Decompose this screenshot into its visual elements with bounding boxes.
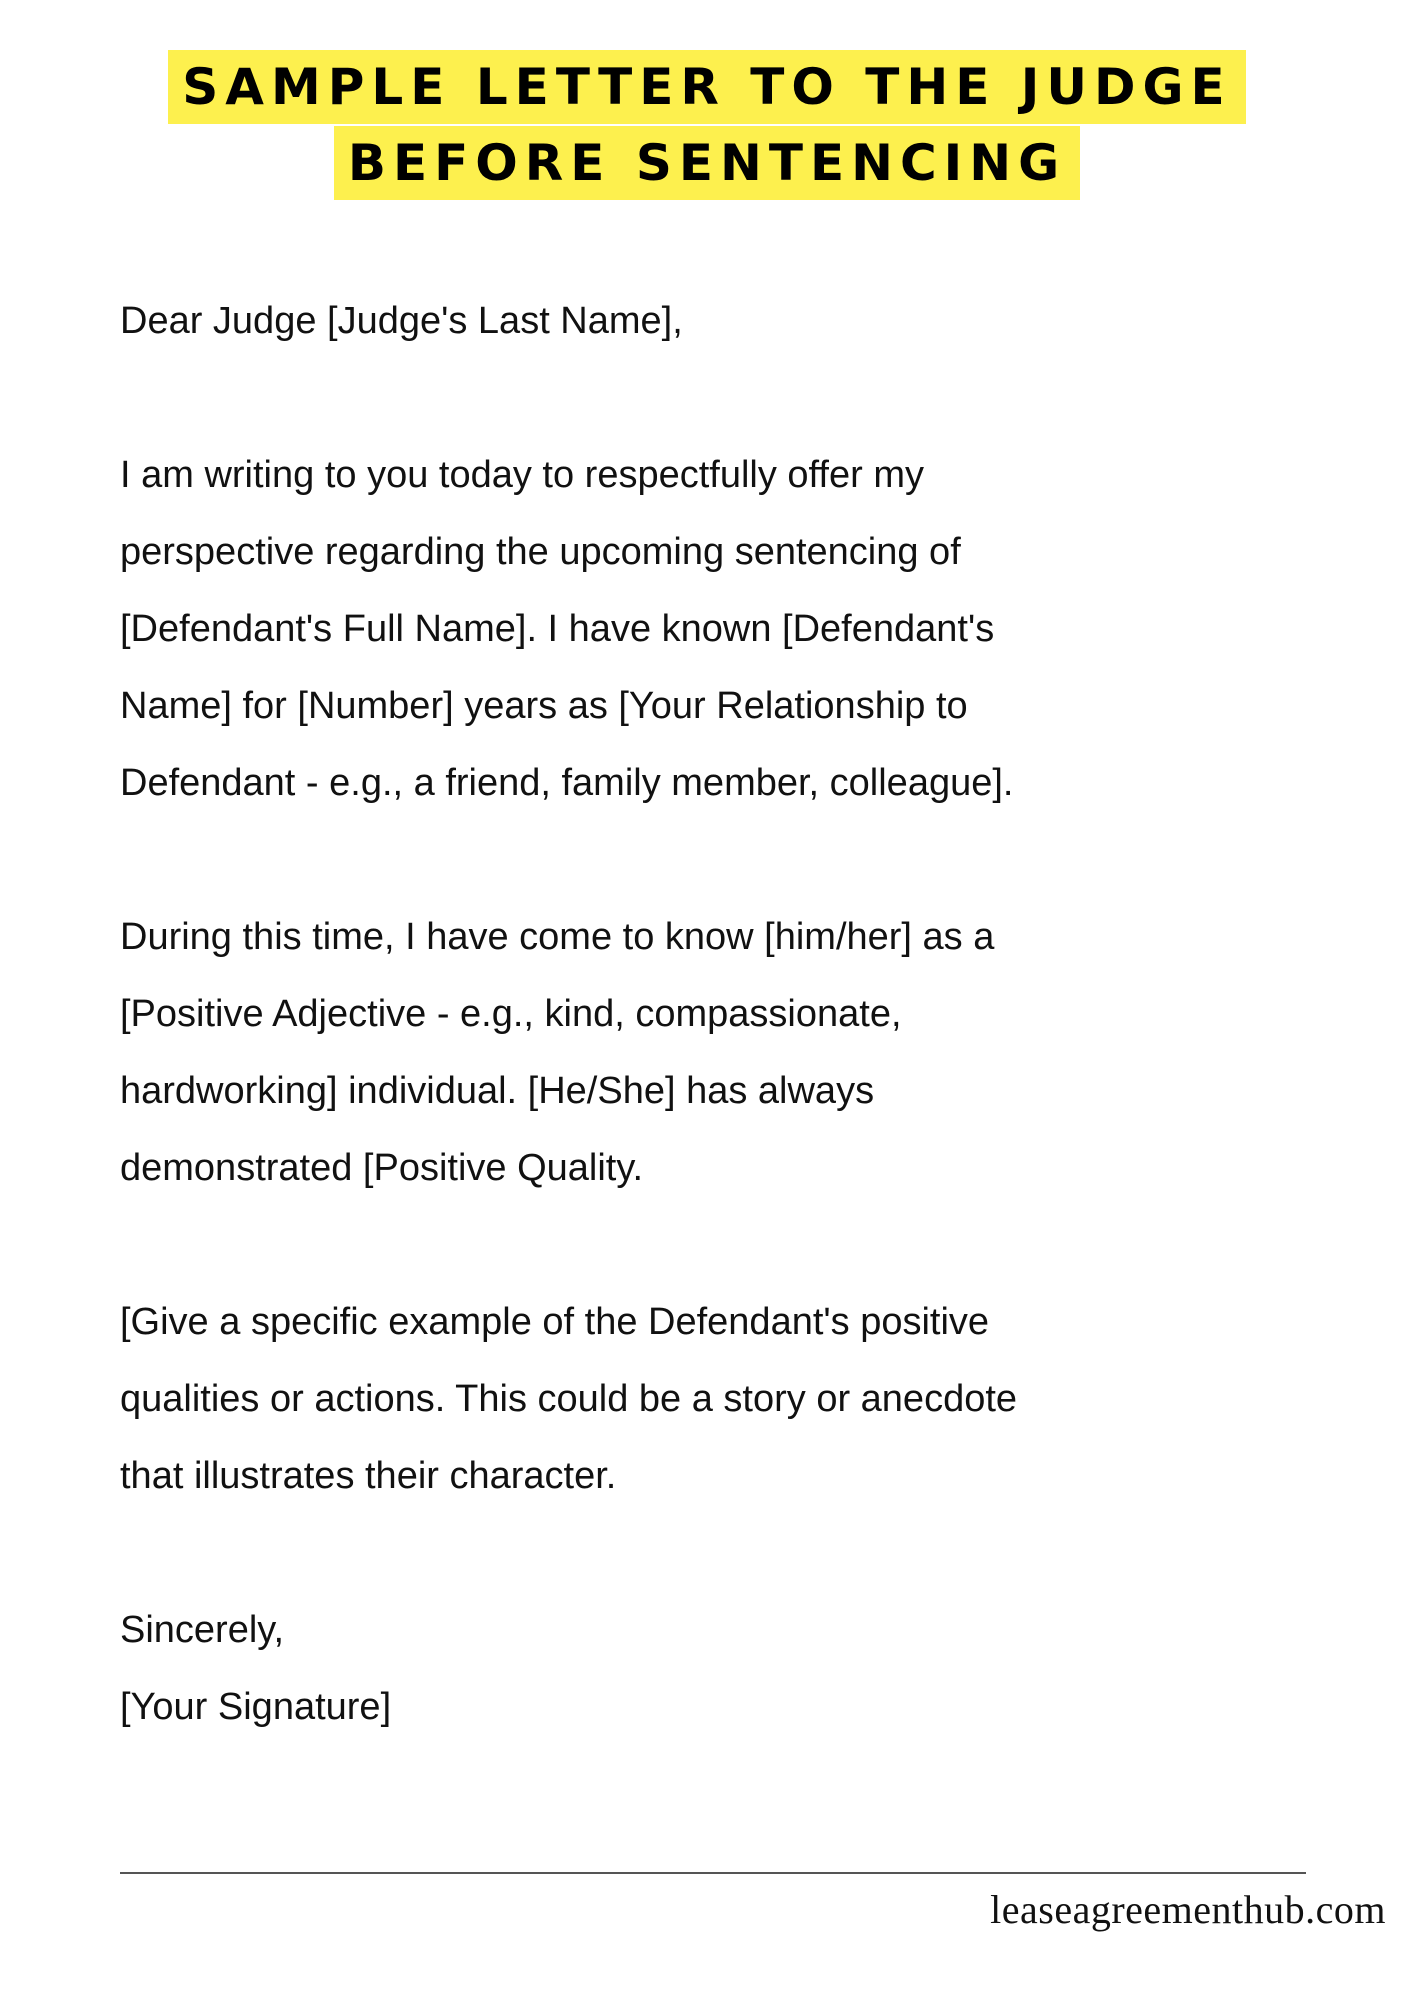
paragraph-line: I am writing to you today to respectfully offer my xyxy=(120,454,924,496)
paragraph-1 xyxy=(120,437,1300,822)
paragraph-2 xyxy=(120,899,1300,1207)
footer-divider xyxy=(120,1872,1306,1874)
paragraph-line: [Positive Adjective - e.g., kind, compassionate, xyxy=(120,993,902,1035)
title-line-2: BEFORE SENTENCING xyxy=(334,126,1080,200)
paragraph-line: qualities or actions. This could be a story or anecdote xyxy=(120,1378,1018,1420)
paragraph-line: perspective regarding the upcoming sentencing of xyxy=(120,531,961,573)
paragraph-line: demonstrated [Positive Quality. xyxy=(120,1147,644,1189)
footer-website: leaseagreementhub.com xyxy=(990,1887,1386,1932)
letter-body xyxy=(120,283,1300,1746)
paragraph-line: Name] for [Number] years as [Your Relationship to xyxy=(120,685,968,727)
paragraph-line: [Give a specific example of the Defendant's positive xyxy=(120,1301,990,1343)
paragraph-line: During this time, I have come to know [him/her] as a xyxy=(120,916,995,958)
salutation: Dear Judge [Judge's Last Name], xyxy=(120,300,683,342)
closing: Sincerely, xyxy=(120,1609,285,1651)
signature-placeholder: [Your Signature] xyxy=(120,1686,392,1728)
paragraph-3 xyxy=(120,1284,1300,1515)
paragraph-line: [Defendant's Full Name]. I have known [Defendant's xyxy=(120,608,995,650)
title-line-1: SAMPLE LETTER TO THE JUDGE xyxy=(168,50,1245,124)
paragraph-line: Defendant - e.g., a friend, family member, colleague]. xyxy=(120,762,1014,804)
paragraph-line: hardworking] individual. [He/She] has always xyxy=(120,1070,875,1112)
paragraph-line: that illustrates their character. xyxy=(120,1455,617,1497)
document-title xyxy=(0,50,1414,200)
